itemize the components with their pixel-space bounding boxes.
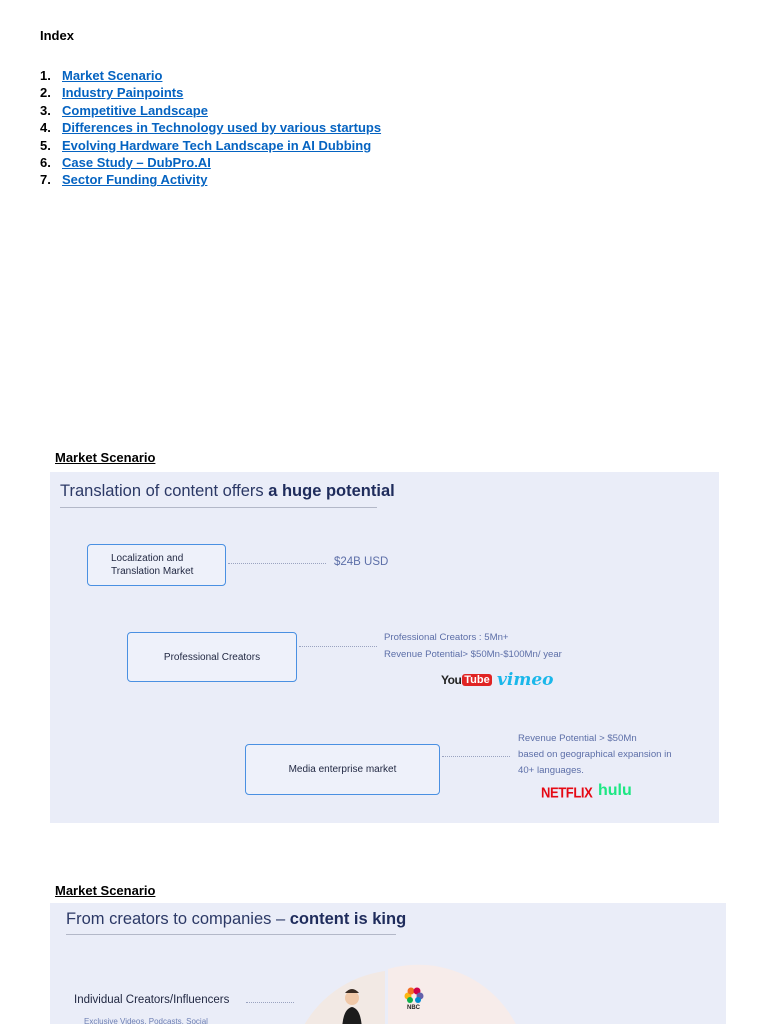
index-item xyxy=(40,102,381,119)
media-enterprise-box: Media enterprise market xyxy=(245,744,440,795)
index-number: 7. xyxy=(40,172,51,188)
index-item xyxy=(40,119,381,136)
individual-creators-label: Individual Creators/Influencers xyxy=(74,994,230,1006)
index-number: 6. xyxy=(40,155,51,171)
index-link-competitive-landscape[interactable]: Competitive Landscape xyxy=(62,102,208,118)
index-item xyxy=(40,137,381,154)
index-number: 1. xyxy=(40,68,51,83)
index-list xyxy=(40,67,381,189)
connector xyxy=(442,756,510,757)
vimeo-logo: vimeo xyxy=(497,670,554,690)
slide-content-is-king xyxy=(50,903,726,1024)
connector xyxy=(246,1002,294,1003)
slide-title: Translation of content offers a huge potential xyxy=(60,482,395,500)
index-title: Index xyxy=(40,28,74,43)
index-item xyxy=(40,67,381,84)
index-link-case-study[interactable]: Case Study – DubPro.AI xyxy=(62,155,211,171)
section-heading: Market Scenario xyxy=(55,450,156,465)
index-number: 3. xyxy=(40,102,51,118)
creator-face xyxy=(345,991,359,1005)
creators-note-2: Revenue Potential> $50Mn-$100Mn/ year xyxy=(384,649,562,660)
index-link-industry-painpoints[interactable]: Industry Painpoints xyxy=(62,85,184,101)
creators-note-1: Professional Creators : 5Mn+ xyxy=(384,632,509,643)
slide-translation-potential xyxy=(50,472,719,823)
nbc-logo-text: NBC xyxy=(407,1005,420,1011)
individual-creators-sub: Exclusive Videos, Podcasts, Social xyxy=(84,1017,208,1024)
segment-chart xyxy=(290,963,530,1024)
title-underline xyxy=(66,934,396,935)
index-number: 5. xyxy=(40,137,51,153)
youtube-logo: You Tube xyxy=(441,673,490,687)
professional-creators-box: Professional Creators xyxy=(127,632,297,682)
title-underline xyxy=(60,507,377,508)
media-note-2: based on geographical expansion in xyxy=(518,749,672,760)
media-note-3: 40+ languages. xyxy=(518,765,584,776)
slide-title: From creators to companies – content is king xyxy=(66,910,407,928)
index-link-market-scenario[interactable]: Market Scenario xyxy=(62,68,163,83)
hulu-logo: hulu xyxy=(598,782,632,799)
index-item xyxy=(40,154,381,171)
index-number: 4. xyxy=(40,120,51,136)
media-note-1: Revenue Potential > $50Mn xyxy=(518,733,637,744)
index-link-funding-activity[interactable]: Sector Funding Activity xyxy=(62,172,208,188)
index-item xyxy=(40,84,381,101)
connector xyxy=(228,563,326,564)
index-link-hardware-landscape[interactable]: Evolving Hardware Tech Landscape in AI Dubbing xyxy=(62,137,372,153)
connector xyxy=(299,646,377,647)
index-link-technology-differences[interactable]: Differences in Technology used by various startups xyxy=(62,120,382,136)
netflix-logo: NETFLIX xyxy=(541,783,593,802)
index-number: 2. xyxy=(40,85,51,101)
market-value: $24B USD xyxy=(334,556,389,568)
index-item xyxy=(40,171,381,188)
segment-left xyxy=(300,971,385,1024)
localization-market-box: Localization and Translation Market xyxy=(87,544,226,586)
section-heading: Market Scenario xyxy=(55,883,156,898)
